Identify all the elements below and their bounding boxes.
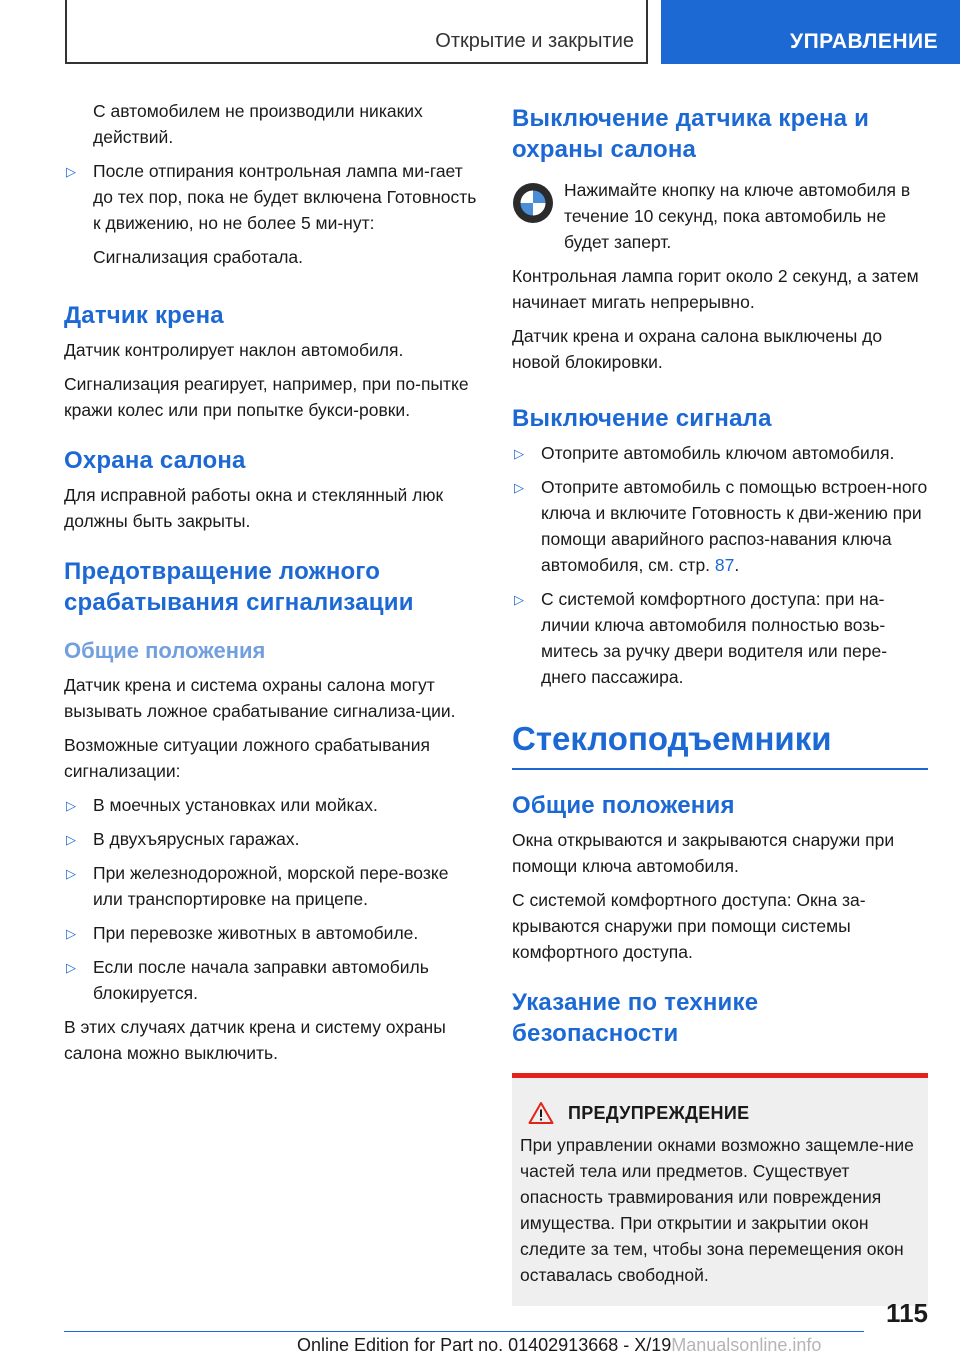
false-alarm-paragraph-1: Датчик крена и система охраны салона могут вызывать ложное срабатывание сигнализа-ции.: [64, 675, 456, 721]
bullet-text: В моечных установках или мойках.: [93, 795, 378, 815]
disable-paragraph-1: [512, 177, 928, 255]
heading-interior-protection: Охрана салона: [64, 447, 246, 474]
bullet-triangle-icon: ▷: [66, 960, 76, 975]
left-column: [64, 98, 482, 1074]
false-alarm-paragraph-2: Возможные ситуации ложного срабатывания сигнализации:: [64, 735, 430, 781]
heading-safety-note: Указание по технике безопасности: [512, 989, 759, 1047]
bullet-triangle-icon: ▷: [66, 798, 76, 813]
bmw-key-icon: [512, 182, 554, 224]
list-item: [64, 920, 482, 946]
header-section-box: [65, 0, 648, 64]
footer-divider: [64, 1331, 864, 1332]
heading-disable-sensors: Выключение датчика крена и охраны салона: [512, 105, 870, 163]
warning-box: [512, 1073, 928, 1306]
bullet-triangle-icon: ▷: [514, 480, 524, 495]
heading-tilt-sensor: Датчик крена: [64, 302, 224, 329]
list-item: [64, 158, 482, 236]
heading-windows-general: Общие положения: [512, 792, 735, 819]
alarm-triggered-text: Сигнализация сработала.: [93, 247, 304, 267]
bullet-text: После отпирания контрольная лампа ми-гает до тех пор, пока не будет включена Готовность к движению, но не более 5 ми-нут:: [93, 161, 477, 233]
page-reference-link[interactable]: 87: [714, 555, 735, 575]
bullet-triangle-icon: ▷: [66, 832, 76, 847]
disable-paragraph-3: Датчик крена и охрана салона выключены до новой блокировки.: [512, 326, 883, 372]
list-item: [64, 826, 482, 852]
bullet-text: Если после начала заправки автомобиль блокируется.: [93, 957, 429, 1003]
warning-header: [520, 1100, 918, 1126]
false-alarm-paragraph-3: В этих случаях датчик крена и систему охраны салона можно выключить.: [64, 1017, 446, 1063]
bullet-text-end: .: [734, 555, 740, 575]
list-item: [64, 860, 482, 912]
interior-paragraph: Для исправной работы окна и стеклянный люк должны быть закрыты.: [64, 485, 444, 531]
intro-paragraph: С автомобилем не производили никаких действий.: [93, 101, 423, 147]
header-chapter-box: [661, 0, 960, 64]
list-item: [512, 474, 928, 578]
header-section-title: Открытие и закрытие: [435, 30, 634, 52]
warning-text: При управлении окнами возможно защемле-ние частей тела или предметов. Существует опасность травмирования или повреждения имущества. При открытии и закрытии окон следите за тем, чтобы зона перемещения окон оставалась свободной.: [520, 1135, 914, 1285]
bullet-triangle-icon: ▷: [514, 446, 524, 461]
bullet-text: Отоприте автомобиль ключом автомобиля.: [541, 443, 895, 463]
right-column: [512, 103, 928, 1306]
bullet-text: При железнодорожной, морской пере-возке или транспортировке на прицепе.: [93, 863, 449, 909]
bullet-triangle-icon: ▷: [66, 926, 76, 941]
disable-paragraph-1-text: Нажимайте кнопку на ключе автомобиля в течение 10 секунд, пока автомобиль не будет заперт.: [564, 180, 911, 252]
bullet-text: В двухъярусных гаражах.: [93, 829, 300, 849]
heading-power-windows: Стеклоподъемники: [512, 718, 928, 770]
warning-title: ПРЕДУПРЕЖДЕНИЕ: [568, 1103, 750, 1123]
heading-alarm-off: Выключение сигнала: [512, 405, 772, 432]
tilt-paragraph-2: Сигнализация реагирует, например, при по-пытке кражи колес или при попытке букси-ровки.: [64, 374, 469, 420]
list-item: [512, 440, 928, 466]
warning-triangle-icon: [528, 1101, 554, 1125]
footer-edition: [297, 1335, 821, 1356]
list-item: [64, 792, 482, 818]
bullet-triangle-icon: ▷: [66, 164, 76, 179]
page-number: 115: [886, 1298, 928, 1328]
bullet-triangle-icon: ▷: [514, 592, 524, 607]
bullet-triangle-icon: ▷: [66, 866, 76, 881]
heading-general-provisions: Общие положения: [64, 638, 266, 663]
header-chapter-title: УПРАВЛЕНИЕ: [790, 30, 939, 53]
list-item: [64, 954, 482, 1006]
windows-paragraph-1: Окна открываются и закрываются снаружи при помощи ключа автомобиля.: [512, 830, 895, 876]
bullet-text: Отоприте автомобиль с помощью встроен-ного ключа и включите Готовность к дви-жению при помощи аварийного распоз-навания ключа автомобиля, см. стр.: [541, 477, 928, 575]
bullet-text: При перевозке животных в автомобиле.: [93, 923, 419, 943]
tilt-paragraph-1: Датчик контролирует наклон автомобиля.: [64, 340, 404, 360]
disable-paragraph-2: Контрольная лампа горит около 2 секунд, а затем начинает мигать непрерывно.: [512, 266, 919, 312]
heading-false-alarm: Предотвращение ложного срабатывания сигнализации: [64, 558, 414, 616]
bullet-text: С системой комфортного доступа: при на-личии ключа автомобиля полностью возь-митесь за ручку двери водителя или пере-днего пассажира.: [541, 589, 888, 687]
footer-watermark: Manualsonline.info: [671, 1335, 822, 1355]
windows-paragraph-2: С системой комфортного доступа: Окна за-крываются снаружи при помощи системы комфортного доступа.: [512, 890, 866, 962]
list-item: [512, 586, 928, 690]
footer-edition-text: Online Edition for Part no. 01402913668 - X/19: [297, 1335, 672, 1355]
